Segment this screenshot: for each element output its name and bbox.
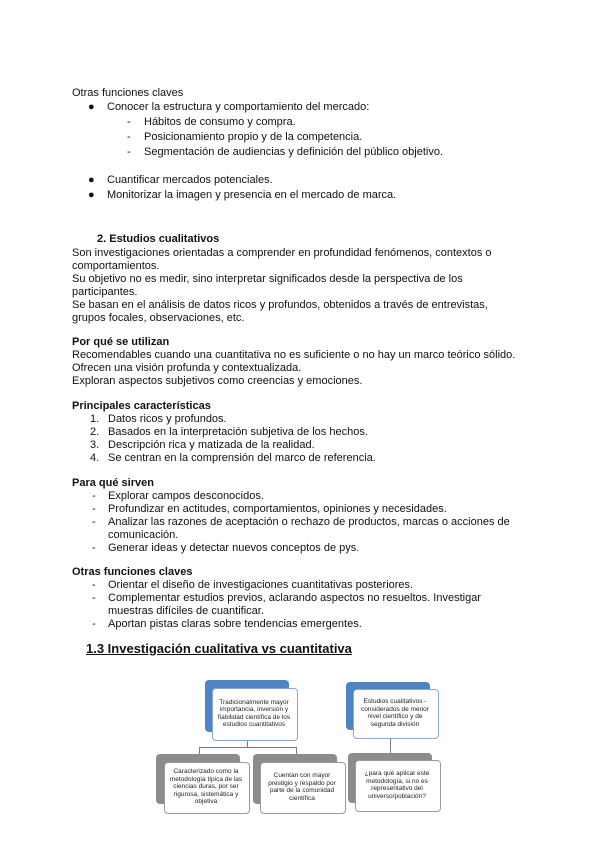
list-item: Profundizar en actitudes, comportamientos, opiniones y necesidades.: [108, 503, 447, 515]
list-item: Descripción rica y matizada de la realidad.: [108, 439, 315, 451]
subheading-characteristics: Principales características: [72, 400, 211, 412]
list-item: Se centran en la comprensión del marco de referencia.: [108, 452, 376, 464]
paragraph-line: Exploran aspectos subjetivos como creencias y emociones.: [72, 375, 363, 387]
list-item: Analizar las razones de aceptación o rechazo de productos, marcas o acciones de: [108, 516, 510, 528]
dash-marker: -: [92, 542, 96, 554]
list-item: Orientar el diseño de investigaciones cuantitativas posteriores.: [108, 579, 414, 591]
dash-marker: -: [127, 116, 131, 128]
paragraph-line: Ofrecen una visión profunda y contextualizada.: [72, 362, 302, 374]
list-number: 2.: [90, 426, 100, 438]
bullet-dot-icon: ●: [88, 174, 95, 186]
paragraph-line: grupos focales, observaciones, etc.: [72, 312, 245, 324]
paragraph-line: participantes.: [72, 286, 138, 298]
node-scientific-backing: Cuentan con mayor prestigio y respaldo por parte de la comunidad científica: [268, 772, 336, 802]
dash-marker: -: [127, 146, 131, 158]
dash-marker: -: [92, 618, 96, 630]
list-item: Aportan pistas claras sobre tendencias emergentes.: [108, 618, 362, 630]
paragraph-line: Se basan en el análisis de datos ricos y profundos, obtenidos a través de entrevistas,: [72, 299, 488, 311]
list-number: 4.: [90, 452, 100, 464]
section-heading-qualitative: 2. Estudios cualitativos: [97, 233, 220, 245]
dash-marker: -: [92, 490, 96, 502]
node-hard-sciences: Caracterizado como la metodología típica de las ciencias duras, por ser rigurosa, sistemática y objetiva: [169, 768, 243, 806]
list-item-continuation: comunicación.: [108, 529, 179, 541]
bullet-dot-icon: ●: [88, 189, 95, 201]
sub-bullet-item: Segmentación de audiencias y definición del público objetivo.: [144, 146, 444, 158]
node-qualitative-lower-status: Estudios cualitativos - considerados de menor nivel científico y de segunda división: [361, 698, 429, 728]
list-item: Explorar campos desconocidos.: [108, 490, 264, 502]
section-title-comparison: 1.3 Investigación cualitativa vs cuantitativa: [86, 641, 352, 656]
dash-marker: -: [92, 579, 96, 591]
paragraph-line: Su objetivo no es medir, sino interpretar significados desde la perspectiva de los: [72, 273, 463, 285]
list-number: 3.: [90, 439, 100, 451]
list-item: Basados en la interpretación subjetiva de los hechos.: [108, 426, 368, 438]
dash-marker: -: [92, 592, 96, 604]
dash-marker: -: [92, 516, 96, 528]
list-item-continuation: muestras difíciles de cuantificar.: [108, 605, 264, 617]
list-number: 1.: [90, 413, 100, 425]
list-item: Generar ideas y detectar nuevos conceptos de pys.: [108, 542, 360, 554]
list-item: Datos ricos y profundos.: [108, 413, 227, 425]
subheading-why: Por qué se utilizan: [72, 336, 170, 348]
bullet-item: Monitorizar la imagen y presencia en el mercado de marca.: [107, 189, 397, 201]
dash-marker: -: [127, 131, 131, 143]
section-heading-other-functions: Otras funciones claves: [72, 87, 184, 99]
connector-line: [199, 747, 296, 748]
subheading-other-functions: Otras funciones claves: [72, 566, 193, 578]
node-quantitative-prestige: Tradicionalmente mayor importancia, inversión y fiabilidad científica de los estudios cuantitativos: [217, 698, 291, 728]
sub-bullet-item: Posicionamiento propio y de la competencia.: [144, 131, 363, 143]
bullet-item: Cuantificar mercados potenciales.: [107, 174, 273, 186]
subheading-uses: Para qué sirven: [72, 477, 154, 489]
bullet-item: Conocer la estructura y comportamiento del mercado:: [107, 101, 370, 113]
paragraph-line: comportamientos.: [72, 260, 160, 272]
bullet-dot-icon: ●: [88, 101, 95, 113]
list-item: Complementar estudios previos, aclarando aspectos no resueltos. Investigar: [108, 592, 481, 604]
paragraph-line: Son investigaciones orientadas a comprender en profundidad fenómenos, contextos o: [72, 247, 492, 259]
paragraph-line: Recomendables cuando una cuantitativa no es suficiente o no hay un marco teórico sólido.: [72, 349, 516, 361]
node-representativeness-question: ¿para qué aplicar este metodología, si no es representativo del universo/población?: [364, 770, 430, 800]
sub-bullet-item: Hábitos de consumo y compra.: [144, 116, 296, 128]
dash-marker: -: [92, 503, 96, 515]
